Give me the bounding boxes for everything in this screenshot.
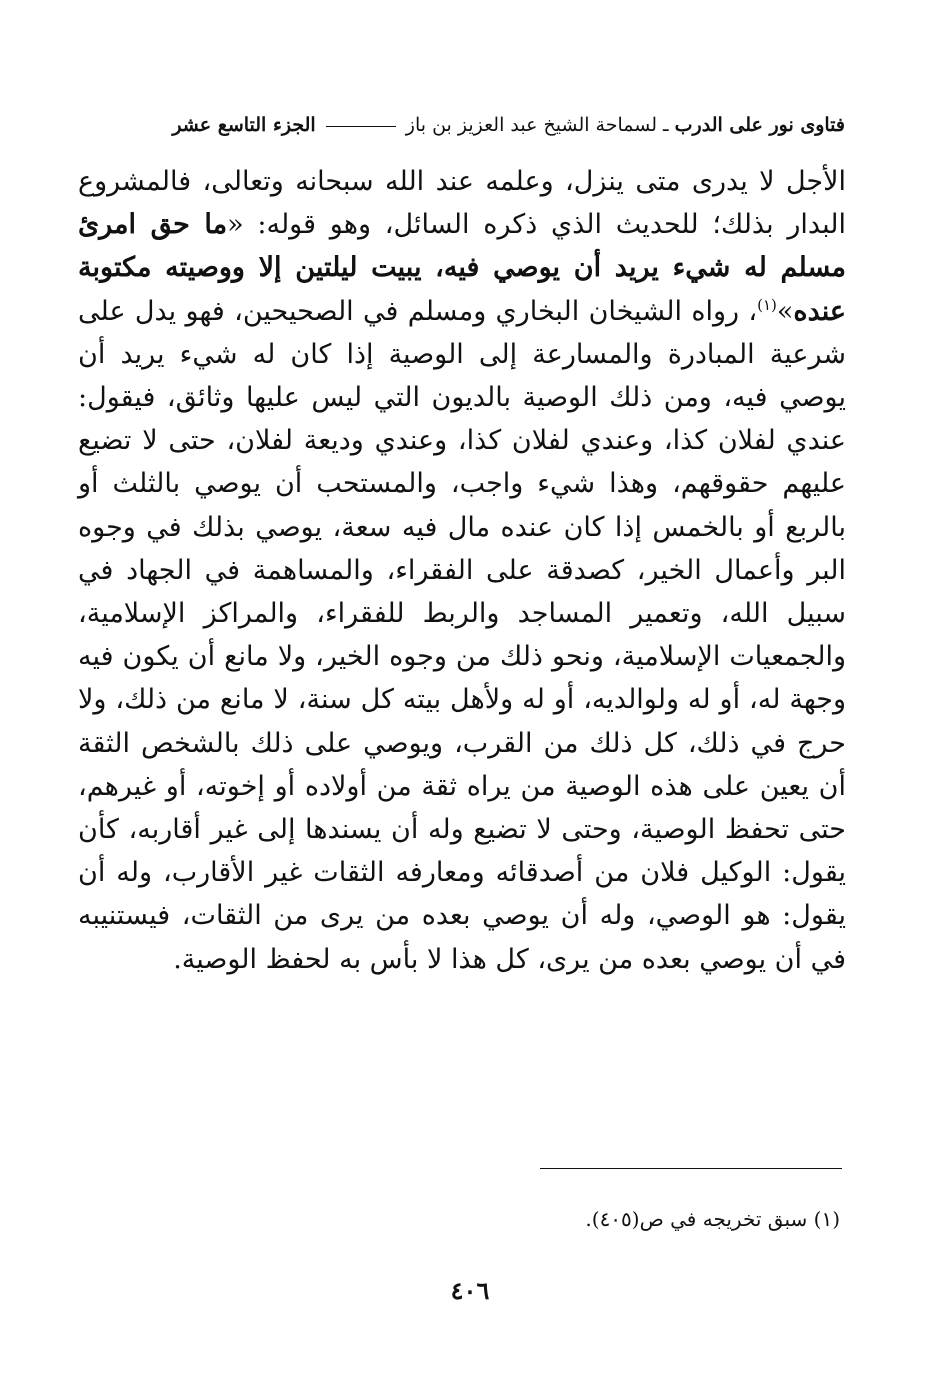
- running-header: [80, 110, 845, 140]
- footnote-reference[interactable]: (١): [757, 295, 777, 314]
- hadith-quote: ما حق امرئ مسلم له شيء يريد أن يوصي فيه، يبيت ليلتين إلا ووصيته مكتوبة عنده: [78, 209, 846, 327]
- body-paragraph: [78, 160, 846, 981]
- footnote-separator: [540, 1168, 842, 1169]
- book-title: فتاوى نور على الدرب: [674, 114, 845, 136]
- fatwa-body: [78, 160, 846, 981]
- footnote: (١) سبق تخريجه في ص(٤٠٥).: [585, 1207, 840, 1231]
- page-number: ٤٠٦: [450, 1276, 490, 1305]
- hadith-close-mark: »: [776, 295, 794, 327]
- body-text-continuation: ، رواه الشيخان البخاري ومسلم في الصحيحين، فهو يدل على شرعية المبادرة والمسارعة إلى الوصية إذا كان له شيء يريد أن يوصي فيه، ومن ذلك الوصية بالديون التي ليس عليها وثائق، فيقول: عندي لفلان كذا، وعندي لفلان كذا، وعندي وديعة لفلان، حتى لا تضيع عليهم حقوقهم، وهذا شيء واجب، والمستحب أن يوصي بالثلث أو بالربع أو بالخمس إذا كان عنده مال فيه سعة، يوصي بذلك في وجوه البر وأعمال الخير، كصدقة على الفقراء، والمساهمة في الجهاد في سبيل الله، وتعمير المساجد والربط للفقراء، والمراكز الإسلامية، والجمعيات الإسلامية، ونحو ذلك من وجوه الخير، ولا مانع أن يكون فيه وجهة له، أو له ولوالديه، أو له ولأهل بيته كل سنة، لا مانع من ذلك، ولا حرج في ذلك، كل ذلك من القرب، ويوصي على ذلك بالشخص الثقة أن يعين على هذه الوصية من يراه ثقة من أولاده أو إخوته، أو غيرهم، حتى تحفظ الوصية، وحتى لا تضيع وله أن يسندها إلى غير أقاربه، كأن يقول: الوكيل فلان من أصدقائه ومعارفه الثقات غير الأقارب، وله أن يقول: هو الوصي، وله أن يوصي بعده من يرى من الثقات، فيستنيبه في أن يوصي بعده من يرى، كل هذا لا بأس به لحفظ الوصية.: [78, 295, 846, 975]
- volume-label: الجزء التاسع عشر: [172, 114, 316, 136]
- header-rule: [326, 126, 396, 127]
- body-text-intro: الأجل لا يدرى متى ينزل، وعلمه عند الله سبحانه وتعالى، فالمشروع البدار بذلك؛ للحديث الذي ذكره السائل، وهو قوله: «: [78, 166, 846, 241]
- author-name: ـ لسماحة الشيخ عبد العزيز بن باز: [405, 114, 669, 136]
